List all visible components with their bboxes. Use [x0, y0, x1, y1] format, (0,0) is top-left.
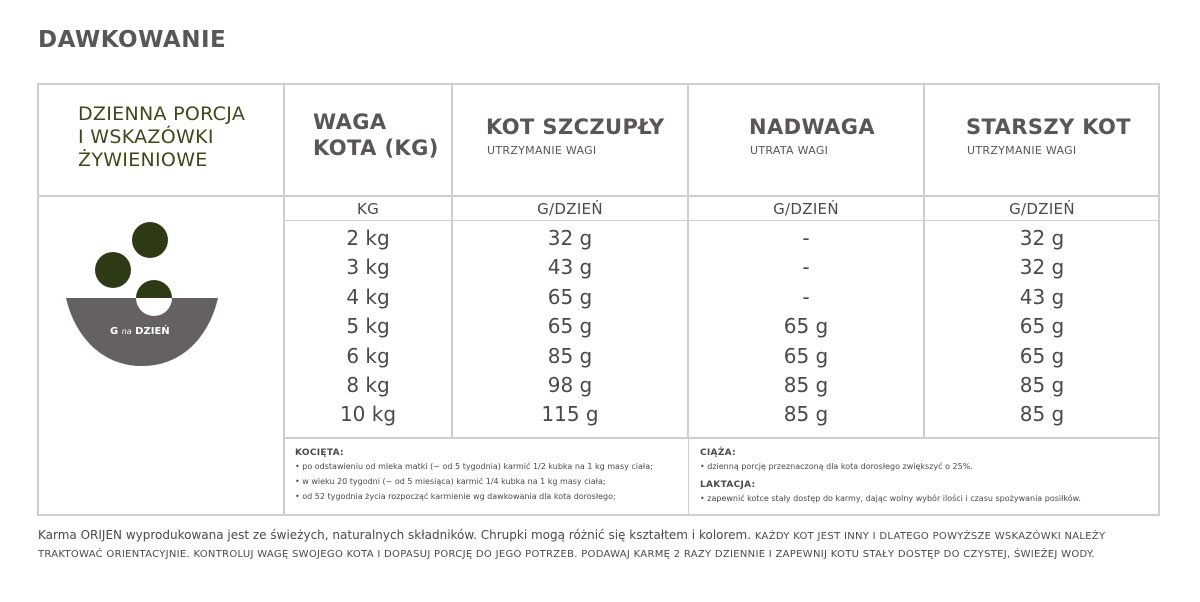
unit-overweight: G/DZIEŃ	[773, 200, 839, 218]
cell-lean: 32 g	[547, 226, 593, 250]
cell-senior: 43 g	[1019, 285, 1065, 309]
cell-overweight: 85 g	[783, 402, 829, 426]
divider-notes	[283, 437, 1160, 439]
cell-lean: 65 g	[547, 314, 593, 338]
cell-senior: 85 g	[1019, 373, 1065, 397]
cell-overweight: -	[802, 285, 810, 309]
unit-lean: G/DZIEŃ	[537, 200, 603, 218]
cell-weight: 8 kg	[346, 373, 390, 397]
kibble-icon	[132, 222, 168, 258]
cell-senior: 65 g	[1019, 344, 1065, 368]
cell-lean: 115 g	[541, 402, 599, 426]
cell-lean: 65 g	[547, 285, 593, 309]
footer-note	[38, 527, 1158, 563]
footer-main: Karma ORIJEN wyprodukowana jest ze świeżych, naturalnych składników. Chrupki mogą różnić się kształtem i kolorem.	[38, 528, 752, 542]
note-kittens: • od 52 tygodnia życia rozpocząć karmienie wg dawkowania dla kota dorosłego;	[295, 492, 616, 501]
footer-small: KAŻDY KOT JEST INNY I DLATEGO POWYŻSZE WSKAZÓWKI NALEŻY TRAKTOWAĆ ORIENTACYJNIE. KONTROLUJ WAGĘ SWOJEGO KOTA I DOPASUJ PORCJĘ DO JEGO POTRZEB. PODAWAJ KARMĘ 2 RAZY DZIENNIE I ZAPEWNIJ KOTU STAŁY DOSTĘP DO CZYSTEJ, ŚWIEŻEJ WODY.	[38, 531, 1106, 560]
cell-senior: 32 g	[1019, 255, 1065, 279]
unit-weight: KG	[356, 200, 380, 218]
col-subtitle-overweight: UTRATA WAGI	[750, 144, 829, 157]
cell-overweight: 65 g	[783, 314, 829, 338]
kibble-icon	[95, 252, 131, 288]
divider-header	[37, 195, 1160, 197]
cell-lean: 85 g	[547, 344, 593, 368]
cell-overweight: -	[802, 226, 810, 250]
col-subtitle-senior: UTRZYMANIE WAGI	[967, 144, 1077, 157]
note-kittens: • po odstawieniu od mleka matki (~ od 5 tygodnia) karmić 1/2 kubka na 1 kg masy ciała;	[295, 462, 653, 471]
col-header-senior: STARSZY KOT	[966, 115, 1132, 139]
page-title: DAWKOWANIE	[38, 27, 227, 53]
col-subtitle-lean: UTRZYMANIE WAGI	[487, 144, 597, 157]
cell-weight: 3 kg	[346, 255, 390, 279]
cell-weight: 2 kg	[346, 226, 390, 250]
unit-senior: G/DZIEŃ	[1009, 200, 1075, 218]
cell-senior: 65 g	[1019, 314, 1065, 338]
cell-senior: 32 g	[1019, 226, 1065, 250]
col-header-weight: WAGA KOTA (KG)	[313, 110, 439, 160]
left-header: DZIENNA PORCJA I WSKAZÓWKI ŻYWIENIOWE	[78, 103, 246, 171]
divider-units	[283, 220, 1160, 221]
cell-weight: 6 kg	[346, 344, 390, 368]
cell-weight: 5 kg	[346, 314, 390, 338]
divider-notes-middle	[688, 438, 689, 516]
notes-kittens-title: KOCIĘTA:	[295, 448, 344, 458]
bowl-label: G na DZIEŃ	[110, 326, 170, 337]
cell-weight: 10 kg	[339, 402, 397, 426]
note-kittens: • w wieku 20 tygodni (~ od 5 miesiąca) karmić 1/4 kubka na 1 kg masy ciała;	[295, 477, 606, 486]
note-lactation: • zapewnić kotce stały dostęp do karmy, dając wolny wybór ilości i czasu spożywania posiłków.	[700, 494, 1081, 503]
cell-senior: 85 g	[1019, 402, 1065, 426]
notes-lactation-title: LAKTACJA:	[700, 480, 756, 490]
cell-weight: 4 kg	[346, 285, 390, 309]
notes-pregnancy-title: CIĄŻA:	[700, 448, 736, 458]
cell-lean: 98 g	[547, 373, 593, 397]
cell-overweight: 65 g	[783, 344, 829, 368]
note-pregnancy: • dzienną porcję przeznaczoną dla kota dorosłego zwiększyć o 25%.	[700, 462, 973, 471]
col-header-lean: KOT SZCZUPŁY	[486, 115, 665, 139]
cell-lean: 43 g	[547, 255, 593, 279]
cell-overweight: 85 g	[783, 373, 829, 397]
food-bowl-icon	[60, 218, 225, 373]
cell-overweight: -	[802, 255, 810, 279]
col-header-overweight: NADWAGA	[749, 115, 876, 139]
